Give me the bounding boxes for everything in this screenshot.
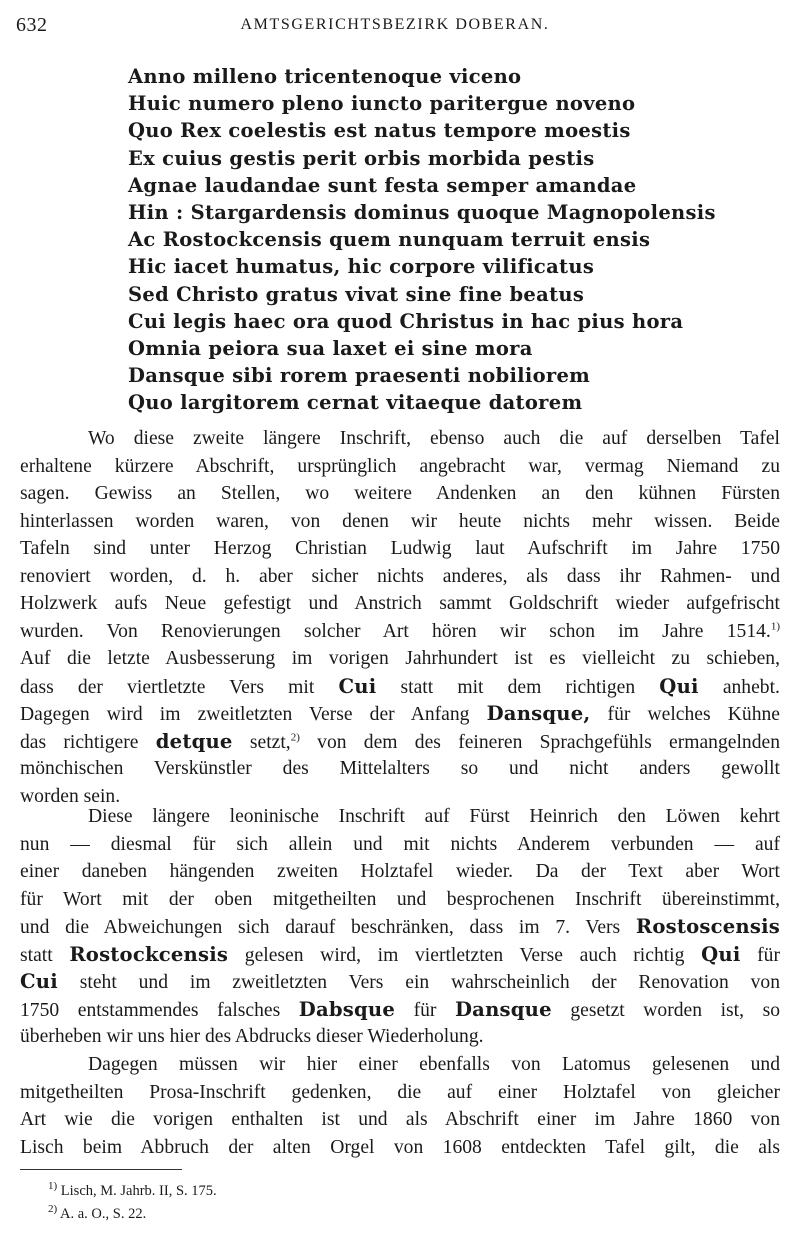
text-line: renoviert worden, d. h. aber sicher nichts anderes, als dass ihr Rahmen- und bbox=[20, 565, 780, 587]
blackletter-word: Qui bbox=[701, 942, 741, 966]
inscription-verse: Omnia peiora sua laxet ei sine mora bbox=[128, 336, 533, 360]
text-line: Wo diese zweite längere Inschrift, ebenso auch die auf derselben Tafel bbox=[88, 428, 780, 449]
inscription-verse: Cui legis haec ora quod Christus in hac pius hora bbox=[128, 309, 684, 333]
text-line: Auf die letzte Ausbesserung im vorigen Jahrhundert ist es vielleicht zu schieben, bbox=[20, 648, 780, 669]
text-line: Art wie die vorigen enthalten ist und als Abschrift einer im Jahre 1860 von bbox=[20, 1109, 780, 1130]
inscription-verse: Dansque sibi rorem praesenti nobiliorem bbox=[128, 364, 591, 388]
blackletter-word: detque bbox=[155, 729, 233, 753]
text-line: mitgetheilten Prosa-Inschrift gedenken, die auf einer Holztafel von gleicher bbox=[20, 1081, 780, 1103]
text-segment: das richtigere bbox=[20, 731, 139, 753]
inscription-verse: Hin : Stargardensis dominus quoque Magnopolensis bbox=[128, 200, 716, 224]
footnotes bbox=[48, 1180, 217, 1226]
blackletter-word: Rostoscensis bbox=[635, 915, 780, 938]
text-line: für Wort mit der oben mitgetheilten und besprochenen Inschrift übereinstimmt, bbox=[20, 888, 780, 910]
inscription-verse: Quo largitorem cernat vitaeque datorem bbox=[128, 391, 583, 415]
running-head: AMTSGERICHTSBEZIRK DOBERAN. bbox=[240, 16, 550, 33]
text-segment: statt bbox=[20, 944, 53, 966]
inscription-verse: Ac Rostockcensis quem nunquam terruit ensis bbox=[128, 228, 651, 252]
text-segment: statt mit dem richtigen bbox=[400, 676, 636, 698]
text-line: Holzwerk aufs Neue gefestigt und Anstrich sammt Goldschrift wieder aufgefrischt bbox=[20, 593, 780, 614]
text-line: einer daneben hängenden zweiten Holztafel wieder. Da der Text aber Wort bbox=[20, 861, 780, 882]
text-segment: Dagegen wird im zweitletzten Verse der Anfang bbox=[20, 704, 470, 725]
text-segment: und die Abweichungen sich darauf beschränken, dass im 7. Vers bbox=[20, 917, 621, 938]
text-segment: anhebt. bbox=[722, 676, 780, 698]
inscription-verse: Ex cuius gestis perit orbis morbida pestis bbox=[128, 146, 595, 170]
text-line: worden sein. bbox=[20, 785, 121, 807]
text-line: Tafeln sind unter Herzog Christian Ludwig laut Aufschrift im Jahre 1750 bbox=[20, 538, 780, 559]
text-line: Lisch beim Abbruch der alten Orgel von 1608 entdeckten Tafel gilt, die als bbox=[20, 1136, 780, 1158]
text-segment: gesetzt worden ist, so bbox=[570, 999, 780, 1021]
footnote-text: Lisch, M. Jahrb. II, S. 175. bbox=[60, 1183, 217, 1199]
text-line: Diese längere leoninische Inschrift auf Fürst Heinrich den Löwen kehrt bbox=[88, 806, 780, 827]
text-line bbox=[20, 673, 780, 701]
paragraph-3 bbox=[20, 1051, 780, 1161]
text-segment: von dem des feineren Sprachgefühls ermangelnden bbox=[317, 731, 780, 753]
text-line bbox=[20, 700, 780, 728]
text-line: mönchischen Verskünstler des Mittelalters so und nicht anders gewollt bbox=[20, 758, 780, 779]
inscription-verse: Hic iacet humatus, hic corpore vilificatus bbox=[128, 255, 595, 279]
text-segment: steht und im zweitletzten Vers ein wahrscheinlich der Renovation von bbox=[79, 972, 780, 993]
text-segment: wurden. Von Renovierungen solcher Art hören wir schon im Jahre 1514. bbox=[20, 620, 771, 642]
blackletter-word: Cui bbox=[338, 674, 377, 698]
paragraph-1 bbox=[20, 425, 780, 810]
inscription-verse: Huic numero pleno iuncto paritergue noveno bbox=[128, 92, 636, 116]
footnote-ref: 2) bbox=[290, 730, 300, 743]
text-line: erhaltene kürzere Abschrift, ursprünglich angebracht war, vermag Niemand zu bbox=[20, 455, 780, 477]
text-segment: für welches Kühne bbox=[607, 704, 780, 725]
text-segment: für bbox=[757, 944, 780, 966]
text-segment: 1750 entstammendes falsches bbox=[20, 999, 281, 1021]
inscription-verse: Anno milleno tricentenoque viceno bbox=[128, 65, 522, 88]
blackletter-word: Cui bbox=[20, 970, 58, 993]
text-segment: für bbox=[413, 999, 437, 1021]
blackletter-word: Rostockcensis bbox=[69, 942, 229, 966]
inscription-verse: Quo Rex coelestis est natus tempore moestis bbox=[128, 119, 631, 143]
text-segment: dass der viertletzte Vers mit bbox=[20, 676, 315, 698]
text-line bbox=[20, 941, 780, 969]
paragraph-2 bbox=[20, 803, 780, 1051]
text-line: Dagegen müssen wir hier einer ebenfalls von Latomus gelesenen und bbox=[88, 1054, 780, 1075]
footnote-mark: 1) bbox=[48, 1180, 58, 1193]
footnote bbox=[48, 1203, 217, 1226]
blackletter-word: Dabsque bbox=[298, 997, 395, 1021]
text-segment: setzt, bbox=[249, 731, 291, 753]
text-line: nun — diesmal für sich allein und mit nichts Anderem verbunden — auf bbox=[20, 833, 780, 855]
text-line bbox=[20, 996, 780, 1024]
blackletter-word: Dansque, bbox=[486, 702, 591, 725]
footnote-mark: 2) bbox=[48, 1203, 58, 1216]
text-line bbox=[20, 968, 780, 996]
text-line bbox=[20, 913, 780, 941]
footnote bbox=[48, 1180, 217, 1203]
footnote-text: A. a. O., S. 22. bbox=[60, 1206, 147, 1222]
blackletter-word: Dansque bbox=[454, 997, 552, 1021]
footnote-ref: 1) bbox=[770, 619, 780, 632]
inscription-verse: Agnae laudandae sunt festa semper amandae bbox=[128, 173, 637, 197]
inscription-verse: Sed Christo gratus vivat sine fine beatus bbox=[128, 282, 585, 306]
text-line: überheben wir uns hier des Abdrucks dieser Wiederholung. bbox=[20, 1026, 484, 1047]
inscription-verses bbox=[128, 63, 728, 416]
text-line bbox=[20, 728, 780, 756]
footnote-divider bbox=[20, 1169, 182, 1170]
page-number: 632 bbox=[16, 14, 48, 36]
text-segment: gelesen wird, im viertletzten Verse auch richtig bbox=[244, 944, 685, 966]
blackletter-word: Qui bbox=[659, 674, 699, 698]
text-line: hinterlassen worden waren, von denen wir heute nichts mehr wissen. Beide bbox=[20, 510, 780, 532]
text-line: sagen. Gewiss an Stellen, wo weitere Andenken an den kühnen Fürsten bbox=[20, 483, 780, 504]
page-header bbox=[0, 14, 790, 40]
text-line bbox=[20, 618, 780, 646]
